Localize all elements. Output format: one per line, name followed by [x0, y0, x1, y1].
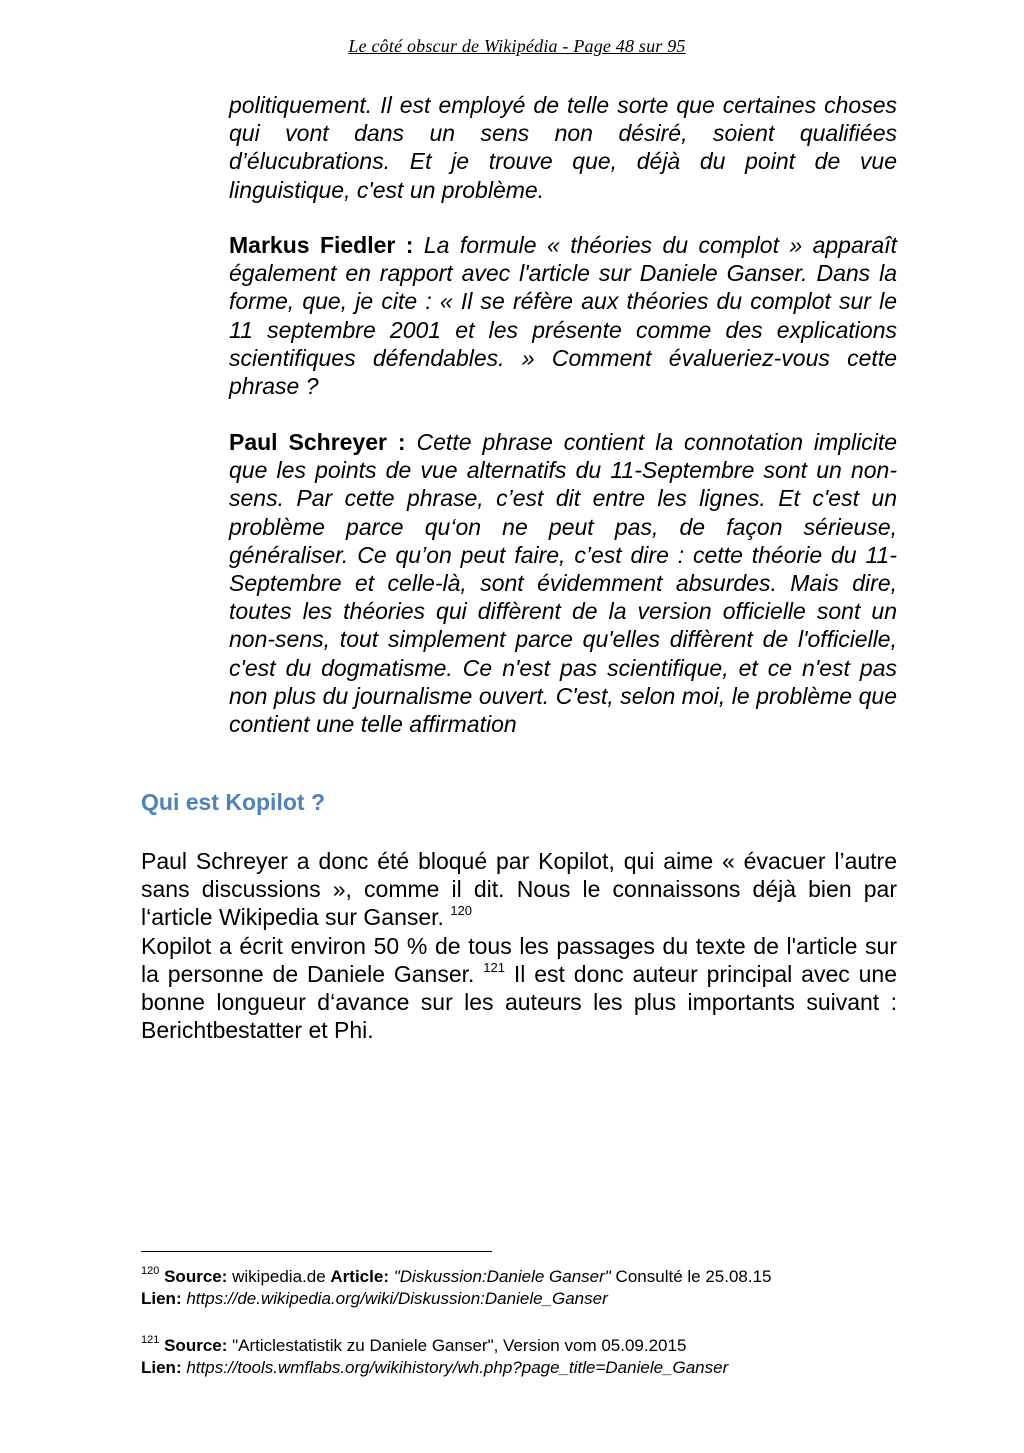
source-value: wikipedia.de	[227, 1267, 331, 1286]
running-header: Le côté obscur de Wikipédia - Page 48 sur 95	[348, 36, 686, 56]
footnote-121	[141, 1335, 941, 1378]
source-value: "Articlestatistik zu Daniele Ganser", Version vom 05.09.2015	[227, 1336, 687, 1355]
body-paragraph-1: Paul Schreyer a donc été bloqué par Kopilot, qui aime « évacuer l’autre sans discussions », comme il dit. Nous le connaissons déjà bien par l‘article Wikipedia sur Ganser.	[141, 848, 897, 931]
answer-text: Cette phrase contient la connotation implicite que les points de vue alternatifs du 11-Septembre sont un non-sens. Par cette phrase, c’est dit entre les lignes. Et c'est un problème parce qu‘on ne peut pas, de façon sérieuse, généraliser. Ce qu’on peut faire, c’est dire : cette théorie du 11-Septembre et celle-là, sont évidemment absurdes. Mais dire, toutes les théories qui diffèrent de la version officielle sont un non-sens, tout simplement parce qu'elles diffèrent de l'officielle, c'est du dogmatisme. Ce n'est pas scientifique, et ce n'est pas non plus du journalisme ouvert. C'est, selon moi, le problème que contient une telle affirmation	[229, 429, 898, 738]
source-label: Source:	[164, 1267, 228, 1286]
interview-question-fiedler	[229, 231, 897, 400]
speaker-schreyer: Paul Schreyer :	[229, 429, 406, 455]
consulted-date: Consulté le 25.08.15	[610, 1267, 772, 1286]
body-paragraph-2-cont: Il est donc auteur principal avec une bonne longueur d‘avance sur les auteurs les plus importants suivant : Berichtbestatter et Phi.	[141, 960, 897, 1044]
footnote-120	[141, 1266, 941, 1309]
article-label: Article:	[330, 1267, 389, 1286]
interview-continuation	[229, 91, 897, 204]
article-value: "Diskussion:Daniele Ganser"	[393, 1267, 611, 1286]
footnote-separator	[141, 1251, 492, 1252]
continuation-text: politiquement. Il est employé de telle sorte que certaines choses qui vont dans un sens non désiré, soient qualifiées d’élucubrations. Et je trouve que, déjà du point de vue linguistique, c'est un problème.	[229, 92, 897, 203]
footnote-ref-120[interactable]: 120	[450, 903, 473, 919]
footnote-number: 121	[141, 1334, 160, 1346]
footnote-ref-121[interactable]: 121	[483, 959, 505, 975]
footnote-link[interactable]: https://tools.wmflabs.org/wikihistory/wh.php?page_title=Daniele_Ganser	[181, 1357, 729, 1377]
link-label: Lien:	[141, 1288, 182, 1308]
speaker-fiedler: Markus Fiedler :	[229, 232, 414, 258]
section-body	[141, 847, 897, 1044]
interview-answer-schreyer	[229, 428, 897, 738]
body-paragraph-2: Kopilot a écrit environ 50 % de tous les passages du texte de l'article sur la personne de Daniele Ganser.	[141, 932, 897, 987]
link-label: Lien:	[141, 1357, 182, 1377]
question-text: La formule « théories du complot » apparaît également en rapport avec l'article sur Daniele Ganser. Dans la forme, que, je cite : « Il se réfère aux théories du complot sur le 11 septembre 2001 et les présente comme des explications scientifiques défendables. » Comment évalueriez-vous cette phrase ?	[229, 232, 898, 400]
section-heading: Qui est Kopilot ?	[141, 789, 325, 815]
source-label: Source:	[164, 1336, 228, 1355]
footnote-number: 120	[141, 1265, 160, 1277]
footnote-link[interactable]: https://de.wikipedia.org/wiki/Diskussion:Daniele_Ganser	[181, 1288, 608, 1308]
